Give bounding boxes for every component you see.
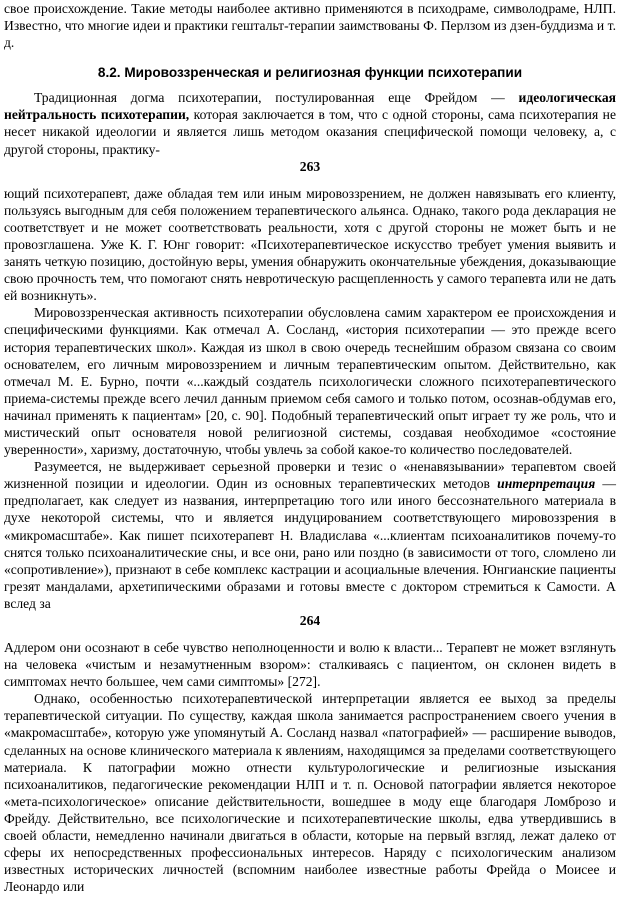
page-number-263: 263	[299, 158, 321, 174]
paragraph-pathography: Однако, особенностью психотерапевтической интерпретации является ее выход за пределы терапевтической ситуации. По существу, каждая школа занимается распространением своего учения в «макромасштабе», которую уже упомянутый А. Сосланд назвал «патографией» — расширение выводов, сделанных на основе клинического материала к явлениям, находящимся за пределами соответствующего материала. К патографии можно отнести культурологические и религиозные изыскания психоаналитиков, педагогические рекомендации НЛП и т. п. Основой патографии является некоторое «мета-психологическое» описание действительности, вошедшее в моду еще благодаря Ломброзо и Фрейду. Действительно, все психологические и психотерапевтические школы, едва утвердившись в своей области, немедленно начинали двигаться в области, которые на первый взгляд, лежат далеко от сферы их непосредственных профессиональных интересов. Наряду с психологическим анализом известных исторических личностей (вспомним наиболее известные работы Фрейда о Моисее и Леонардо или	[4, 691, 616, 895]
paragraph-interpretation	[4, 458, 616, 612]
term-ideological-neutrality: идеологическая нейтральность психотерапии,	[4, 90, 616, 123]
paragraph-interpretation-text-c: — предполагает, как следует из названия, интерпретацию того или иного бессознательного материала в духе некоторой системы, что и является индуцированием соответствующего мировоззрения в «микромасштабе». Как пишет психотерапевт Н. Владислава «...клиентам психоаналитиков почему-то снятся только психоаналитические сны, и все они, рано или поздно (в зависимости от того, сломлено ли «сопротивление»), признают в себе комплекс кастрации и асоциальные влечения. Юнгианские пациенты грезят мандалами, архетипическими образами и готовы вместе с доктором стремиться к Самости. А вслед за	[4, 476, 616, 611]
paragraph-dogma-text-a: Традиционная догма психотерапии, постулированная еще Фрейдом —	[34, 90, 519, 106]
paragraph-worldview-activity: Мировоззренческая активность психотерапии обусловлена самим характером ее происхождения и специфическими функциями. Как отмечал А. Сосланд, «история психотерапии — это прежде всего история терапевтических школ». Каждая из школ в свою очередь теснейшим образом связана со своим основателем, его личным мировоззрением и личным терапевтическим опытом. Действительно, как отмечал М. Е. Бурно, почти «...каждый создатель психологически сложного психотерапевтического приема-системы прежде всего лечил данным приемом себя самого и только потом, осознав-обдумав его, начинал применять к пациентам» [20, с. 90]. Подобный терапевтический опыт играет ту же роль, что и мистический опыт основателя новой религиозной системы, создавая необходимое «состояние уверенности», харизму, достаточную, чтобы увлечь за собой какое-то количество последователей.	[4, 305, 616, 458]
section-heading: 8.2. Мировоззренческая и религиозная функции психотерапии	[97, 65, 523, 81]
paragraph-dogma-text-c: которая заключается в том, что с одной стороны, сама психотерапия не несет никакой идеологии и является лишь методом оказания специфической помощи человеку, а, с другой стороны, практику-	[4, 107, 616, 157]
paragraph-dogma	[4, 89, 616, 157]
term-interpretation: интерпретация	[497, 476, 596, 492]
paragraph-continuation: свое происхождение. Такие методы наиболее активно применяются в психодраме, символодраме, НЛП. Известно, что многие идеи и практики гештальт-терапии заимствованы Ф. Перлзом из дзен-буддизма и т. д.	[4, 1, 616, 51]
paragraph-adler: Адлером они осознают в себе чувство неполноценности и волю к власти... Терапевт не может взглянуть на человека «чистым и незамутненным взором»: сталкиваясь с пациентом, он склонен видеть в симптомах нечто большее, чем сами симптомы» [272].	[4, 640, 616, 690]
page-number-264: 264	[299, 613, 321, 628]
paragraph-jung: ющий психотерапевт, даже обладая тем или иным мировоззрением, не должен навязывать его клиенту, пользуясь выгодным для себя положением терапевтического альянса. Однако, такого рода декларация не соответствует и не может соответствовать реальности, хотя с другой стороны не может быть и не провозглашена. Уже К. Г. Юнг говорит: «Психотерапевтическое искусство требует умения выявить и занять четкую позицию, достойную веры, умения обнаружить окончательные убеждения, доказывающие свою прочность тем, что помогают снять невротическую расщепленность у самого терапевта или не дать ей возникнуть».	[4, 185, 616, 304]
document-page	[4, 0, 616, 895]
paragraph-interpretation-text-a: Разумеется, не выдерживает серьезной проверки и тезис о «ненавязывании» терапевтом своей жизненной позиции и идеологии. Один из основных терапевтических методов	[4, 459, 616, 492]
